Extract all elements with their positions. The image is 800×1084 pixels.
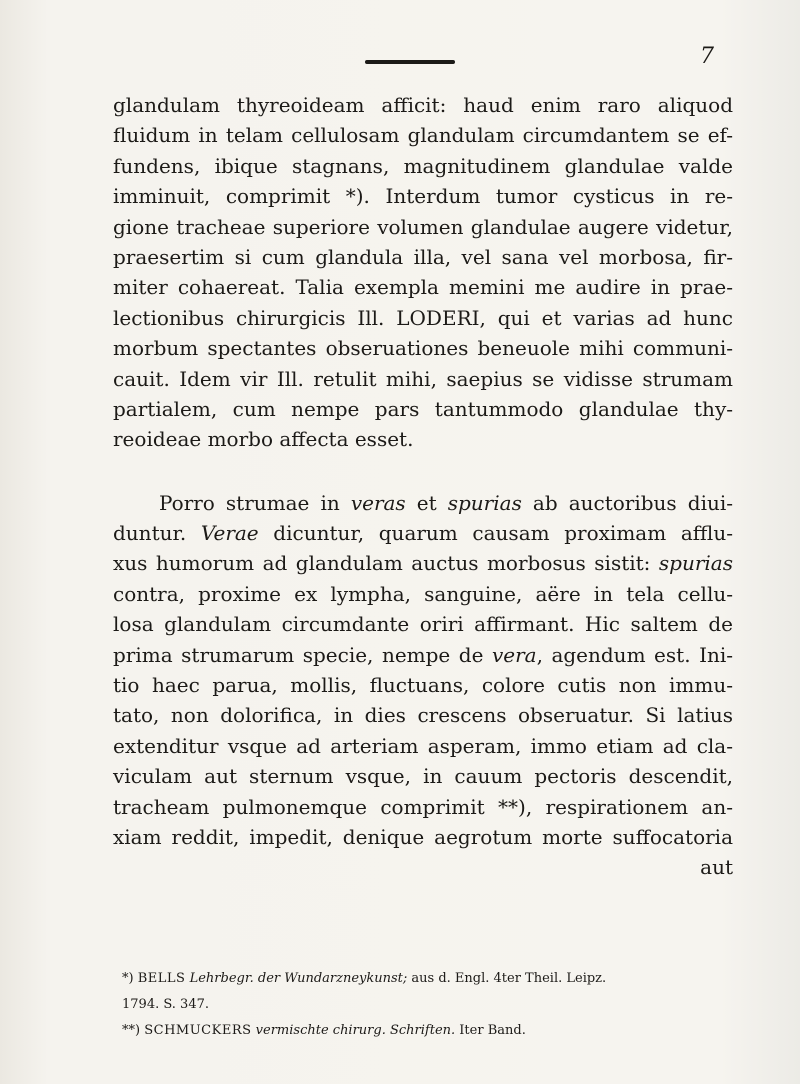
footnote-1: *) BELLS Lehrbegr. der Wundarzneykunst; aus d. Engl. 4ter Theil. Leipz.	[122, 971, 607, 986]
text-line: miter cohaereat. Talia exempla memini me audire in prae-	[113, 275, 733, 300]
paragraph-2	[113, 488, 733, 883]
footnote-title: Lehrbegr. der Wundarzneykunst;	[189, 971, 408, 986]
italic-term: spurias	[658, 551, 733, 576]
footnote-author: SCHMUCKERS	[144, 1023, 252, 1038]
text-line: praesertim si cum glandula illa, vel sana vel morbosa, fir-	[113, 244, 733, 269]
text-line: morbum spectantes obseruationes beneuole mihi communi-	[113, 336, 733, 361]
text-line: contra, proxime ex lympha, sanguine, aëre in tela cellu-	[113, 581, 733, 606]
text-line: Porro strumae in veras et spurias ab auctoribus diui-	[159, 490, 733, 515]
paragraph-1	[113, 90, 733, 455]
text-line: lectionibus chirurgicis Ill. LODERI, qui et varias ad hunc	[113, 305, 733, 330]
text-line: imminuit, comprimit *). Interdum tumor cysticus in re-	[113, 184, 733, 209]
text-line: partialem, cum nempe pars tantummodo glandulae thy-	[113, 396, 733, 421]
text-line: gione tracheae superiore volumen glandulae augere videtur,	[113, 214, 733, 239]
text-line: fundens, ibique stagnans, magnitudinem glandulae valde	[113, 153, 733, 178]
text-line: prima strumarum specie, nempe de vera, agendum est. Ini-	[113, 642, 733, 667]
text-line: tracheam pulmonemque comprimit **), respirationem an-	[113, 794, 733, 819]
footnote-1-continued: 1794. S. 347.	[122, 997, 210, 1012]
paragraph-gap	[113, 455, 733, 488]
text-line: xus humorum ad glandulam auctus morbosus sistit: spurias	[113, 551, 733, 576]
text-line: extenditur vsque ad arteriam asperam, immo etiam ad cla-	[113, 733, 733, 758]
text-line: tato, non dolorifica, in dies crescens obseruatur. Si latius	[113, 703, 733, 728]
footnote-title: vermischte chirurg. Schriften.	[255, 1023, 456, 1038]
text-line: viculam aut sternum vsque, in cauum pectoris descendit,	[113, 764, 733, 789]
italic-term: vera	[491, 642, 537, 667]
text-line: glandulam thyreoideam afficit: haud enim raro aliquod	[113, 93, 733, 117]
text-line: losa glandulam circumdante oriri affirmant. Hic saltem de	[113, 612, 733, 637]
page-number: 7	[700, 44, 714, 69]
catchword: aut	[700, 855, 733, 880]
body-text	[113, 90, 733, 883]
text-line: duntur. Verae dicuntur, quarum causam proximam afflu-	[113, 521, 733, 546]
text-line: reoideae morbo affecta esset.	[113, 427, 414, 452]
footnotes	[122, 966, 732, 1044]
header-rule	[365, 60, 455, 64]
text-line: cauit. Idem vir Ill. retulit mihi, saepius se vidisse strumam	[113, 366, 733, 391]
text-line: fluidum in telam cellulosam glandulam circumdantem se ef-	[113, 123, 733, 148]
footnote-2: **) SCHMUCKERS vermischte chirurg. Schriften. Iter Band.	[122, 1023, 526, 1038]
italic-term: veras	[350, 490, 406, 515]
footnote-author: BELLS	[137, 971, 186, 986]
text-line: xiam reddit, impedit, denique aegrotum morte suffocatoria	[113, 824, 733, 849]
italic-term: Verae	[200, 521, 259, 546]
text-line: tio haec parua, mollis, fluctuans, colore cutis non immu-	[113, 673, 733, 698]
italic-term: spurias	[447, 490, 522, 515]
